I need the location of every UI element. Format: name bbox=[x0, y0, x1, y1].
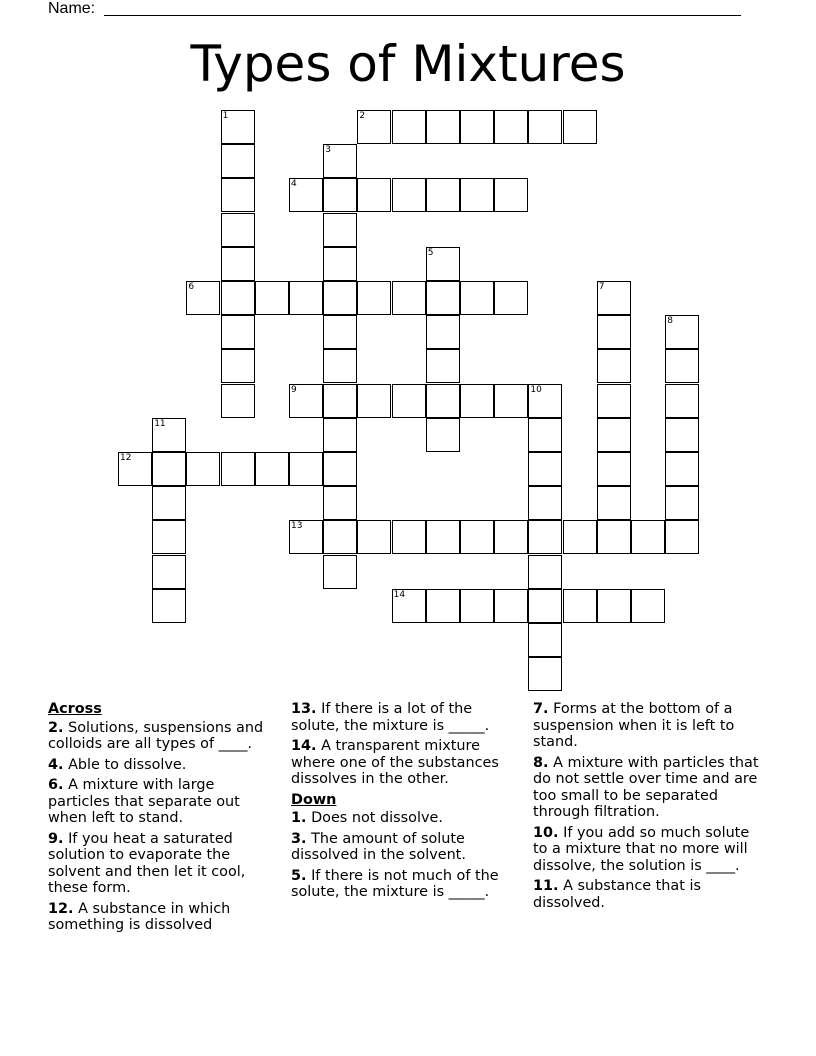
crossword-cell[interactable] bbox=[221, 110, 255, 144]
crossword-cell[interactable] bbox=[426, 178, 460, 212]
cell-number: 14 bbox=[393, 589, 406, 600]
crossword-cell[interactable] bbox=[357, 520, 391, 554]
crossword-cell[interactable] bbox=[597, 452, 631, 486]
crossword-cell[interactable] bbox=[597, 418, 631, 452]
clue-number: 1. bbox=[291, 810, 307, 826]
crossword-cell[interactable] bbox=[563, 520, 597, 554]
clue-number: 3. bbox=[291, 830, 307, 847]
crossword-cell[interactable] bbox=[392, 384, 426, 418]
crossword-cell[interactable] bbox=[255, 452, 289, 486]
clue-text: If you heat a saturated solution to evaporate the solvent and then let it cool, these form. bbox=[48, 830, 246, 896]
crossword-cell[interactable] bbox=[152, 486, 186, 520]
clue-across-14 bbox=[291, 738, 523, 788]
crossword-cell[interactable] bbox=[563, 589, 597, 623]
clue-down-11 bbox=[533, 878, 763, 911]
crossword-cell[interactable] bbox=[426, 520, 460, 554]
clue-number: 4. bbox=[48, 756, 64, 773]
crossword-cell[interactable] bbox=[323, 520, 357, 554]
crossword-cell[interactable] bbox=[528, 520, 562, 554]
clue-text: Does not dissolve. bbox=[311, 810, 443, 826]
crossword-cell[interactable] bbox=[528, 623, 562, 657]
clue-number: 14. bbox=[291, 738, 317, 754]
crossword-cell[interactable] bbox=[494, 520, 528, 554]
clue-text: Solutions, suspensions and colloids are all types of ____. bbox=[48, 719, 264, 752]
cell-number: 11 bbox=[154, 418, 166, 429]
crossword-cell[interactable] bbox=[186, 452, 220, 486]
clue-across-4 bbox=[48, 757, 280, 774]
crossword-cell[interactable] bbox=[426, 418, 460, 452]
crossword-cell[interactable] bbox=[152, 452, 186, 486]
cell-number: 9 bbox=[291, 384, 297, 395]
crossword-cell[interactable] bbox=[665, 486, 699, 520]
clue-number: 11. bbox=[533, 878, 559, 894]
cell-number: 8 bbox=[667, 316, 673, 327]
crossword-cell[interactable] bbox=[426, 247, 460, 281]
clue-number: 6. bbox=[48, 777, 64, 793]
clue-across-2 bbox=[48, 720, 280, 753]
clue-number: 7. bbox=[533, 701, 549, 717]
crossword-cell[interactable] bbox=[323, 418, 357, 452]
crossword-cell[interactable] bbox=[221, 281, 255, 315]
cell-number: 13 bbox=[291, 521, 303, 532]
crossword-cell[interactable] bbox=[597, 486, 631, 520]
clue-column-2 bbox=[291, 701, 523, 905]
crossword-cell[interactable] bbox=[323, 247, 357, 281]
clue-number: 2. bbox=[48, 719, 64, 736]
crossword-cell[interactable] bbox=[221, 452, 255, 486]
clue-number: 9. bbox=[48, 830, 64, 847]
crossword-cell[interactable] bbox=[152, 589, 186, 623]
name-label: Name: bbox=[48, 0, 96, 17]
cell-number: 7 bbox=[598, 282, 605, 292]
crossword-cell[interactable] bbox=[631, 589, 665, 623]
clue-column-3 bbox=[533, 701, 763, 915]
clue-text: If there is a lot of the solute, the mixture is _____. bbox=[291, 701, 490, 734]
crossword-cell[interactable] bbox=[665, 384, 699, 418]
clue-number: 13. bbox=[291, 701, 317, 717]
crossword-cell[interactable] bbox=[221, 315, 255, 349]
crossword-cell[interactable] bbox=[494, 589, 528, 623]
crossword-cell[interactable] bbox=[426, 315, 460, 349]
cell-number: 4 bbox=[291, 179, 297, 190]
clue-down-8 bbox=[533, 755, 763, 821]
clue-down-3 bbox=[291, 831, 523, 864]
clue-number: 8. bbox=[533, 754, 549, 771]
cell-number: 3 bbox=[325, 145, 331, 156]
crossword-cell[interactable] bbox=[392, 178, 426, 212]
crossword-cell[interactable] bbox=[426, 384, 460, 418]
clue-column-1 bbox=[48, 701, 280, 938]
clue-number: 10. bbox=[533, 824, 559, 841]
clue-text: A transparent mixture where one of the substances dissolves in the other. bbox=[291, 738, 499, 787]
clue-text: A substance in which something is dissolved bbox=[48, 900, 231, 933]
clue-down-7 bbox=[533, 701, 763, 751]
crossword-cell[interactable] bbox=[221, 349, 255, 383]
crossword-cell[interactable] bbox=[392, 520, 426, 554]
crossword-cell[interactable] bbox=[255, 281, 289, 315]
crossword-cell[interactable] bbox=[528, 657, 562, 691]
cell-number: 10 bbox=[530, 384, 542, 395]
crossword-cell[interactable] bbox=[152, 418, 186, 452]
crossword-cell[interactable] bbox=[323, 213, 357, 247]
crossword-cell[interactable] bbox=[392, 281, 426, 315]
crossword-cell[interactable] bbox=[460, 110, 494, 144]
crossword-cell[interactable] bbox=[289, 520, 323, 554]
crossword-cell[interactable] bbox=[289, 452, 323, 486]
crossword-cell[interactable] bbox=[323, 486, 357, 520]
crossword-cell[interactable] bbox=[323, 384, 357, 418]
crossword-cell[interactable] bbox=[597, 384, 631, 418]
cell-number: 12 bbox=[120, 453, 132, 463]
crossword-cell[interactable] bbox=[323, 349, 357, 383]
crossword-cell[interactable] bbox=[152, 520, 186, 554]
crossword-cell[interactable] bbox=[392, 589, 426, 623]
cell-number: 5 bbox=[427, 247, 434, 258]
crossword-cell[interactable] bbox=[563, 110, 597, 144]
crossword-cell[interactable] bbox=[528, 384, 562, 418]
crossword-cell[interactable] bbox=[665, 349, 699, 383]
crossword-cell[interactable] bbox=[221, 178, 255, 212]
crossword-cell[interactable] bbox=[665, 315, 699, 349]
crossword-cell[interactable] bbox=[357, 178, 391, 212]
crossword-cell[interactable] bbox=[528, 418, 562, 452]
clue-number: 5. bbox=[291, 867, 307, 884]
clue-down-10 bbox=[533, 825, 763, 875]
crossword-cell[interactable] bbox=[221, 384, 255, 418]
crossword-cell[interactable] bbox=[357, 384, 391, 418]
clue-down-5 bbox=[291, 868, 523, 901]
clue-text: If you add so much solute to a mixture that no more will dissolve, the solution is ____. bbox=[533, 824, 750, 874]
cell-number: 6 bbox=[188, 282, 195, 292]
crossword-cell[interactable] bbox=[221, 213, 255, 247]
clue-number: 12. bbox=[48, 900, 74, 917]
crossword-cell[interactable] bbox=[597, 281, 631, 315]
crossword-cell[interactable] bbox=[528, 110, 562, 144]
clue-down-1 bbox=[291, 810, 523, 827]
crossword-cell[interactable] bbox=[426, 589, 460, 623]
cell-number: 2 bbox=[359, 111, 366, 121]
crossword-cell[interactable] bbox=[460, 384, 494, 418]
crossword-cell[interactable] bbox=[426, 349, 460, 383]
clue-across-6 bbox=[48, 777, 280, 827]
crossword-cell[interactable] bbox=[494, 281, 528, 315]
crossword-cell[interactable] bbox=[323, 452, 357, 486]
crossword-cell[interactable] bbox=[494, 384, 528, 418]
crossword-cell[interactable] bbox=[460, 178, 494, 212]
clue-text: A substance that is dissolved. bbox=[533, 878, 701, 911]
crossword-cell[interactable] bbox=[426, 110, 460, 144]
clue-text: A mixture with particles that do not settle over time and are too small to be separated through filtration. bbox=[533, 754, 759, 820]
crossword-cell[interactable] bbox=[494, 110, 528, 144]
cell-number: 1 bbox=[222, 111, 229, 121]
crossword-cell[interactable] bbox=[357, 281, 391, 315]
clue-text: The amount of solute dissolved in the solvent. bbox=[291, 830, 466, 863]
crossword-cell[interactable] bbox=[631, 520, 665, 554]
clue-text: Able to dissolve. bbox=[68, 756, 187, 773]
clue-text: A mixture with large particles that separate out when left to stand. bbox=[48, 777, 240, 826]
page-title: Types of Mixtures bbox=[190, 35, 626, 93]
crossword-cell[interactable] bbox=[597, 349, 631, 383]
crossword-cell[interactable] bbox=[118, 452, 152, 486]
clue-text: If there is not much of the solute, the mixture is _____. bbox=[291, 867, 499, 900]
crossword-cell[interactable] bbox=[221, 247, 255, 281]
crossword-cell[interactable] bbox=[152, 555, 186, 589]
down-heading: Down bbox=[291, 791, 337, 808]
crossword-cell[interactable] bbox=[665, 452, 699, 486]
clue-across-9 bbox=[48, 831, 280, 897]
crossword-cell[interactable] bbox=[460, 589, 494, 623]
crossword-cell[interactable] bbox=[460, 281, 494, 315]
crossword-cell[interactable] bbox=[494, 178, 528, 212]
crossword-cell[interactable] bbox=[323, 281, 357, 315]
crossword-cell[interactable] bbox=[323, 315, 357, 349]
crossword-cell[interactable] bbox=[392, 110, 426, 144]
across-heading: Across bbox=[48, 701, 102, 717]
crossword-cell[interactable] bbox=[323, 178, 357, 212]
crossword-cell[interactable] bbox=[186, 281, 220, 315]
crossword-cell[interactable] bbox=[528, 486, 562, 520]
crossword-cell[interactable] bbox=[528, 452, 562, 486]
crossword-cell[interactable] bbox=[323, 555, 357, 589]
crossword-cell[interactable] bbox=[597, 315, 631, 349]
crossword-cell[interactable] bbox=[221, 144, 255, 178]
crossword-cell[interactable] bbox=[426, 281, 460, 315]
crossword-cell[interactable] bbox=[597, 520, 631, 554]
crossword-cell[interactable] bbox=[289, 384, 323, 418]
crossword-cell[interactable] bbox=[665, 418, 699, 452]
crossword-cell[interactable] bbox=[528, 555, 562, 589]
crossword-cell[interactable] bbox=[460, 520, 494, 554]
crossword-cell[interactable] bbox=[289, 178, 323, 212]
clue-across-13 bbox=[291, 701, 523, 734]
crossword-cell[interactable] bbox=[323, 144, 357, 178]
crossword-cell[interactable] bbox=[665, 520, 699, 554]
clue-text: Forms at the bottom of a suspension when it is left to stand. bbox=[533, 701, 735, 750]
crossword-cell[interactable] bbox=[289, 281, 323, 315]
crossword-cell[interactable] bbox=[528, 589, 562, 623]
crossword-cell[interactable] bbox=[597, 589, 631, 623]
clue-across-12 bbox=[48, 901, 280, 934]
crossword-cell[interactable] bbox=[357, 110, 391, 144]
